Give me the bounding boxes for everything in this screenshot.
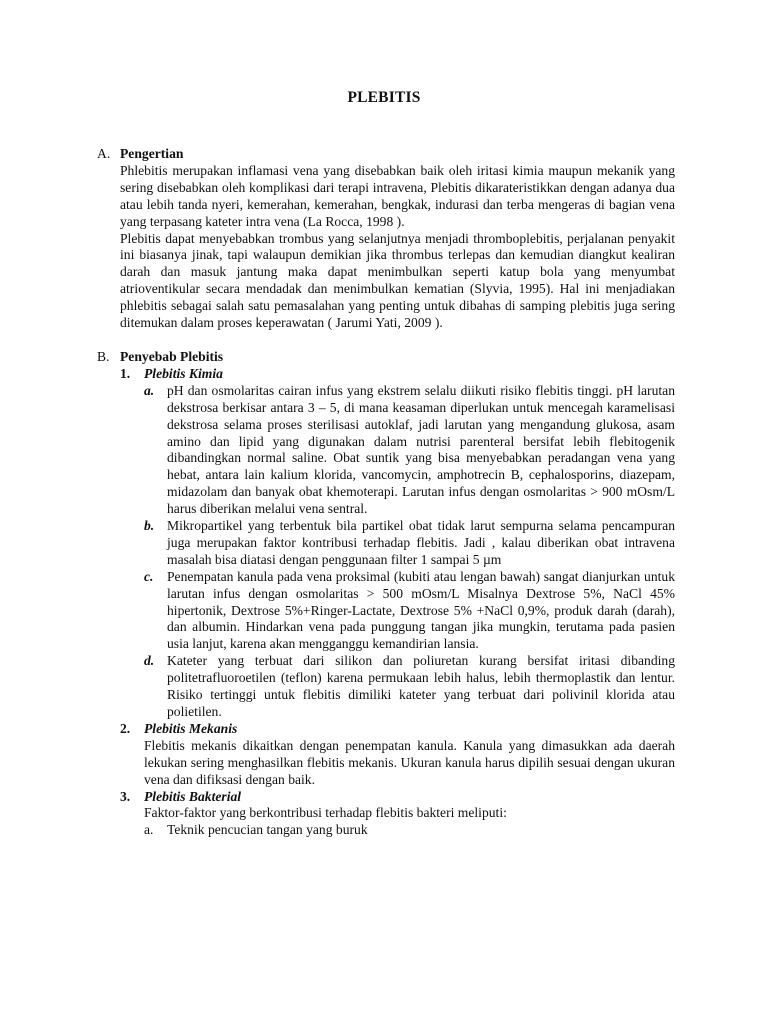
sub-item-letter: a.: [144, 822, 154, 838]
item-heading: Plebitis Bakterial: [144, 788, 242, 804]
list-item-plebitis-bakterial: [120, 789, 675, 840]
document-body: [97, 146, 675, 839]
section-heading: Pengertian: [120, 146, 184, 161]
list-item-plebitis-mekanis: [120, 721, 675, 789]
sub-item-text: Teknik pencucian tangan yang buruk: [167, 822, 368, 838]
document-title: PLEBITIS: [347, 89, 421, 106]
section-pengertian: [97, 146, 675, 332]
sub-item: [144, 653, 675, 721]
item-text: Flebitis mekanis dikaitkan dengan penempatan kanula. Kanula yang dimasukkan ada daerah lekukan sering menghasilkan flebitis mekanis. Ukuran kanula harus dipilih sesuai dengan ukuran vena dan difiksasi dengan baik.: [144, 737, 675, 787]
sub-item-text: Mikropartikel yang terbentuk bila partikel obat tidak larut sempurna selama pencampuran juga merupakan faktor kontribusi terhadap flebitis. Jadi , kalau diberikan obat intravena masalah bisa diatasi dengan penggunaan filter 1 sampai 5 µm: [167, 518, 675, 567]
sub-item-letter: a.: [144, 382, 155, 398]
sub-item-text: pH dan osmolaritas cairan infus yang ekstrem selalu diikuti risiko flebitis tinggi. pH larutan dekstrosa berkisar antara 3 – 5, di mana keasaman diperlukan untuk mencegah karamelisasi dekstrosa selama proses sterilisasi autoklaf, jadi larutan yang mengandung glukosa, asam amino dan lipid yang digunakan dalam nutrisi parenteral bersifat lebih flebitogenik dibandingkan normal saline. Obat suntik yang bisa menyebabkan peradangan vena yang hebat, antara lain kalium klorida, vancomycin, amphotrecin B, cephalosporins, diazepam, midazolam dan banyak obat khemoterapi. Larutan infus dengan osmolaritas > 900 mOsm/L harus diberikan melalui vena sentral.: [167, 382, 675, 517]
item-heading: Plebitis Kimia: [144, 365, 223, 381]
paragraph: Phlebitis merupakan inflamasi vena yang disebabkan baik oleh iritasi kimia maupun mekanik yang sering disebabkan oleh komplikasi dari terapi intravena, Plebitis dikarateristikkan dengan adanya dua atau lebih tanda nyeri, kemerahan, kemerahan, bengkak, indurasi dan terba mengeras di bagian vena yang terpasang kateter intra vena (La Rocca, 1998 ).: [120, 162, 675, 229]
section-penyebab: [97, 349, 675, 839]
sub-item-text: Penempatan kanula pada vena proksimal (kubiti atau lengan bawah) sangat dianjurkan untuk larutan infus dengan osmolaritas > 500 mOsm/L Misalnya Dextrose 5%, NaCl 45% hipertonik, Dextrose 5%+Ringer-Lactate, Dextrose 5% +NaCl 0,9%, produk darah (darah), dan albumin. Hindarkan vena pada punggung tangan jika mungkin, terutama pada pasien usia lanjut, karena akan mengganggu kemandirian lansia.: [167, 568, 675, 652]
sub-item: [144, 383, 675, 518]
sub-item-letter: d.: [144, 653, 155, 669]
section-heading: Penyebab Plebitis: [120, 348, 224, 364]
sub-item-letter: c.: [144, 568, 154, 584]
item-text: Faktor-faktor yang berkontribusi terhadap flebitis bakteri meliputi:: [144, 805, 507, 821]
sub-item-letter: b.: [144, 518, 155, 534]
sub-item: [144, 518, 675, 569]
spacer: [97, 332, 675, 349]
sub-item: [144, 569, 675, 654]
section-letter: B.: [97, 348, 110, 364]
item-number: 2.: [120, 720, 131, 736]
item-heading: Plebitis Mekanis: [144, 720, 238, 736]
list-item-plebitis-kimia: [120, 366, 675, 721]
paragraph: Plebitis dapat menyebabkan trombus yang selanjutnya menjadi thromboplebitis, perjalanan penyakit ini biasanya jinak, tapi walaupun demikian jika thrombus terlepas dan kemudian diangkut kealiran darah dan masuk jantung maka dapat menimbulkan seperti katup bola yang menyumbat atrioventikular secara mendadak dan menimbulkan kematian (Slyvia, 1995). Hal ini menjadiakan phlebitis sebagai salah satu pemasalahan yang penting untuk dibahas di samping plebitis juga sering ditemukan dalam proses keperawatan ( Jarumi Yati, 2009 ).: [120, 230, 675, 331]
section-letter: A.: [97, 146, 111, 161]
item-number: 3.: [120, 788, 131, 804]
sub-item: [144, 822, 675, 839]
item-number: 1.: [120, 365, 131, 381]
sub-item-text: Kateter yang terbuat dari silikon dan poliuretan kurang bersifat iritasi dibanding politetrafluoroetilen (teflon) karena permukaan lebih halus, lebih thermoplastik dan lentur. Risiko tertinggi untuk flebitis dimiliki kateter yang terbuat dari polivinil klorida atau polietilen.: [167, 653, 675, 719]
